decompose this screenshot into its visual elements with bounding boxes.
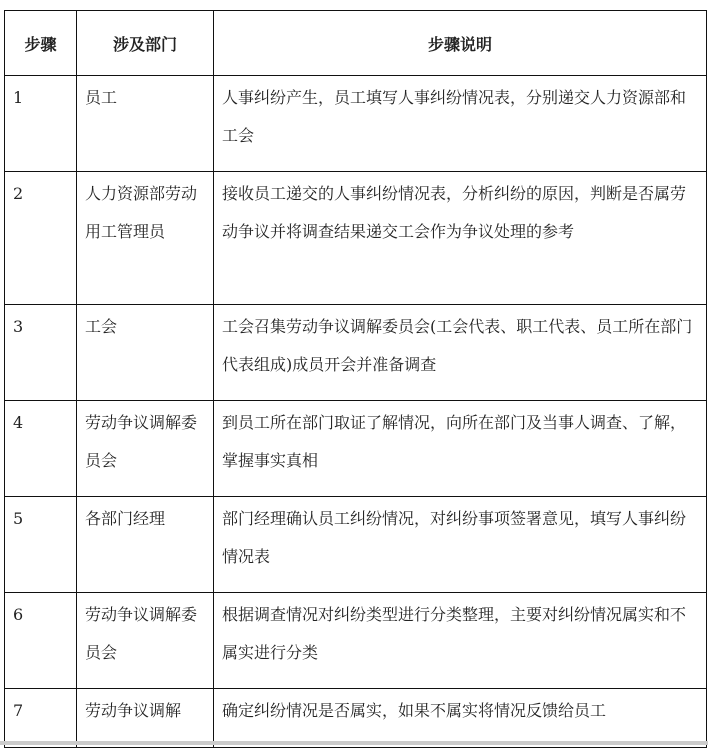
step-cell: 5: [5, 497, 77, 593]
table-row: [5, 689, 707, 748]
desc-cell: 工会召集劳动争议调解委员会(工会代表、职工代表、员工所在部门代表组成)成员开会并准备调查: [214, 305, 707, 401]
header-row: [5, 11, 707, 76]
desc-cell: 接收员工递交的人事纠纷情况表，分析纠纷的原因，判断是否属劳动争议并将调查结果递交工会作为争议处理的参考: [214, 172, 707, 305]
dept-cell: 人力资源部劳动用工管理员: [77, 172, 214, 305]
step-cell: 3: [5, 305, 77, 401]
table-row: [5, 172, 707, 305]
step-cell: 6: [5, 593, 77, 689]
process-table: [4, 10, 707, 748]
desc-cell: 根据调查情况对纠纷类型进行分类整理，主要对纠纷情况属实和不属实进行分类: [214, 593, 707, 689]
header-dept: 涉及部门: [77, 11, 214, 76]
dept-cell: 劳动争议调解: [77, 689, 214, 748]
desc-cell: 确定纠纷情况是否属实，如果不属实将情况反馈给员工: [214, 689, 707, 748]
page-bottom-edge: [0, 741, 708, 745]
dept-cell: 各部门经理: [77, 497, 214, 593]
dept-cell: 员工: [77, 76, 214, 172]
table-row: [5, 497, 707, 593]
header-desc: 步骤说明: [214, 11, 707, 76]
step-cell: 2: [5, 172, 77, 305]
dept-cell: 工会: [77, 305, 214, 401]
desc-cell: 人事纠纷产生，员工填写人事纠纷情况表，分别递交人力资源部和工会: [214, 76, 707, 172]
dept-cell: 劳动争议调解委员会: [77, 593, 214, 689]
table-row: [5, 76, 707, 172]
table-row: [5, 305, 707, 401]
step-cell: 4: [5, 401, 77, 497]
table-row: [5, 593, 707, 689]
header-step: 步骤: [5, 11, 77, 76]
step-cell: 1: [5, 76, 77, 172]
step-cell: 7: [5, 689, 77, 748]
dept-cell: 劳动争议调解委员会: [77, 401, 214, 497]
desc-cell: 部门经理确认员工纠纷情况，对纠纷事项签署意见，填写人事纠纷情况表: [214, 497, 707, 593]
desc-cell: 到员工所在部门取证了解情况，向所在部门及当事人调查、了解，掌握事实真相: [214, 401, 707, 497]
table-row: [5, 401, 707, 497]
